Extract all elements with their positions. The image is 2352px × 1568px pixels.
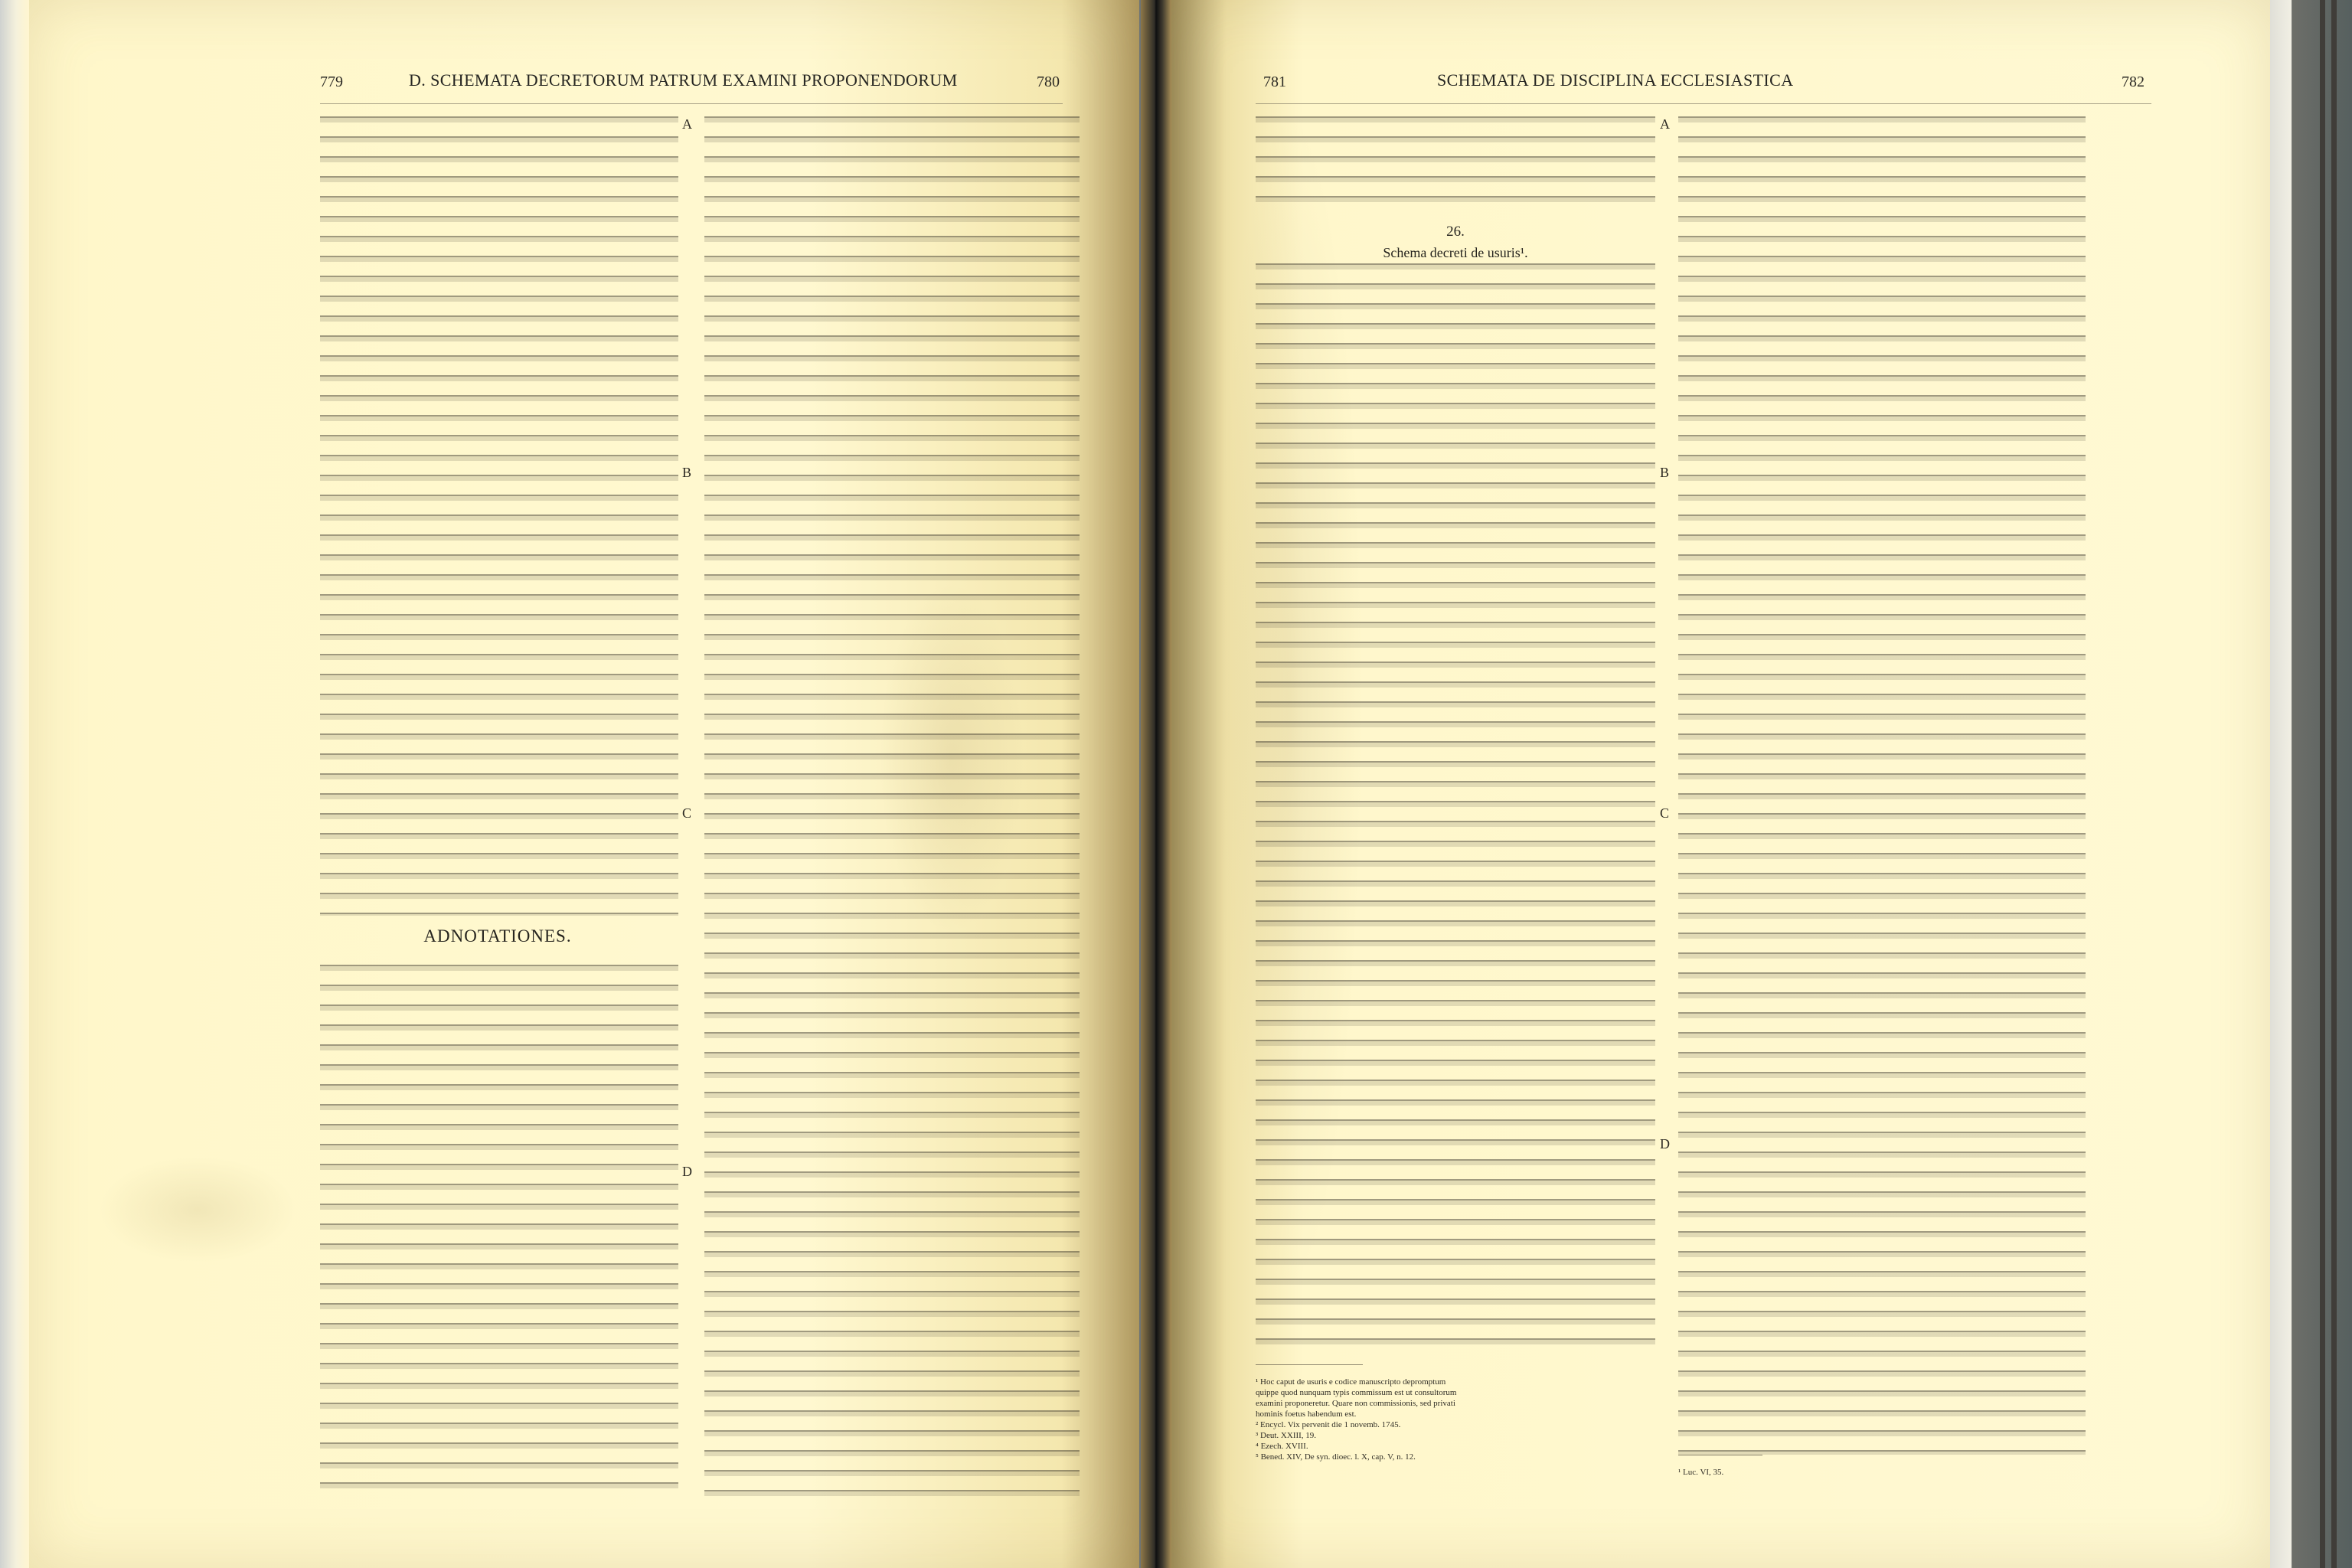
footnote-block-left xyxy=(1256,1377,1456,1462)
right-cover-board xyxy=(2270,0,2352,1568)
margin-letter-d: D xyxy=(1660,1136,1670,1152)
body-text-block xyxy=(320,116,678,916)
footnote-line: hominis foetus habendum est. xyxy=(1256,1410,1357,1419)
footnote-line: ¹ Hoc caput de usuris e codice manuscripto depromptum xyxy=(1256,1377,1446,1387)
body-text-block xyxy=(320,965,678,1501)
footnote-block-right xyxy=(1678,1467,1723,1478)
margin-letter-d: D xyxy=(682,1164,692,1179)
left-page xyxy=(29,0,1139,1568)
page-number-left-2: 780 xyxy=(1037,74,1060,90)
section-number: 26. xyxy=(1446,224,1465,240)
page-number-right-1: 781 xyxy=(1263,74,1286,90)
left-page-edge xyxy=(0,0,29,1568)
margin-letter-a: A xyxy=(682,116,692,132)
body-text-block xyxy=(1678,116,2086,1455)
margin-letter-c: C xyxy=(682,805,692,821)
footnote-line: quippe quod nunquam typis commissum est ut consultorum xyxy=(1256,1388,1457,1397)
paper-stain xyxy=(98,1156,297,1263)
page-number-right-2: 782 xyxy=(2122,74,2145,90)
footnote-line: ⁴ Ezech. XVIII. xyxy=(1256,1442,1308,1451)
body-text-block xyxy=(1256,116,1655,216)
header-rule xyxy=(1256,103,2151,104)
left-page-column-1 xyxy=(320,116,678,1504)
right-running-header: SCHEMATA DE DISCIPLINA ECCLESIASTICA xyxy=(1437,70,1794,90)
body-text-block xyxy=(704,116,1080,1499)
margin-letter-b: B xyxy=(682,465,692,480)
dark-stripe xyxy=(2331,0,2337,1568)
margin-letter-b: B xyxy=(1660,465,1670,480)
footnote-line: examini proponeretur. Quare non commissionis, sed privati xyxy=(1256,1399,1455,1408)
footnote-line: ² Encycl. Vix pervenit die 1 novemb. 1745. xyxy=(1256,1420,1401,1429)
left-running-header: D. SCHEMATA DECRETORUM PATRUM EXAMINI PROPONENDORUM xyxy=(409,70,958,90)
right-page xyxy=(1171,0,2270,1568)
section-title: Schema decreti de usuris¹. xyxy=(1383,245,1528,260)
margin-letter-a: A xyxy=(1660,116,1670,132)
right-page-column-2 xyxy=(1678,116,2086,1504)
right-page-column-1 xyxy=(1256,116,1655,1504)
footnote-rule xyxy=(1256,1364,1363,1365)
body-text-block xyxy=(1256,263,1655,1357)
left-page-column-2 xyxy=(704,116,1080,1504)
book-gutter xyxy=(1141,0,1171,1568)
dark-stripe xyxy=(2320,0,2325,1568)
margin-letter-c: C xyxy=(1660,805,1670,821)
page-number-left-1: 779 xyxy=(320,74,343,90)
footnote-line: ⁵ Bened. XIV, De syn. dioec. l. X, cap. V, n. 12. xyxy=(1256,1452,1416,1462)
header-rule xyxy=(320,103,1063,104)
adnotationes-heading: ADNOTATIONES. xyxy=(423,926,572,946)
footnote-line: ¹ Luc. VI, 35. xyxy=(1678,1468,1724,1477)
footnote-line: ³ Deut. XXIII, 19. xyxy=(1256,1431,1317,1440)
